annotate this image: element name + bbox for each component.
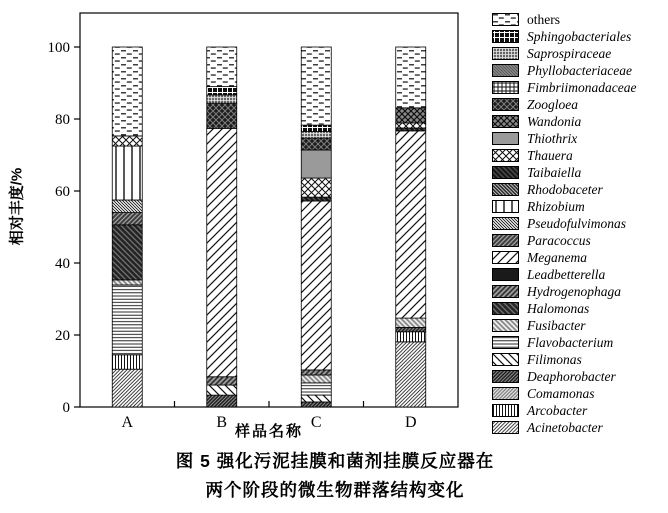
- bar-segment-C-Zoogloea: [301, 138, 331, 150]
- legend-item-Zoogloea: [492, 96, 636, 113]
- legend-item-Paracoccus: [492, 232, 636, 249]
- legend-swatch-Thauera: [492, 149, 519, 162]
- legend-swatch-Deaphorobacter: [492, 370, 519, 383]
- legend-label-Fimbriimonadaceae: Fimbriimonadaceae: [527, 80, 637, 95]
- bar-segment-A-Flavobacterium: [112, 285, 142, 355]
- bar-segment-A-Arcobacter: [112, 355, 142, 369]
- legend-label-Taibaiella: Taibaiella: [527, 165, 582, 180]
- bar-segment-C-Sphingobacteriales: [301, 125, 331, 131]
- bar-segment-C-Filimonas: [301, 395, 331, 402]
- legend-swatch-Saprospiraceae: [492, 47, 519, 60]
- bar-segment-B-others: [207, 47, 237, 87]
- legend-item-Wandonia: [492, 113, 636, 130]
- bar-segment-D-Thauera: [396, 123, 426, 128]
- legend-item-Acinetobacter: [492, 419, 636, 436]
- legend-item-Taibaiella: [492, 164, 636, 181]
- legend-label-Deaphorobacter: Deaphorobacter: [527, 369, 616, 384]
- y-tick-label: 60: [55, 184, 70, 200]
- bar-segment-D-Meganema: [396, 131, 426, 318]
- legend-swatch-Acinetobacter: [492, 421, 519, 434]
- bar-segment-D-Taibaiella: [396, 128, 426, 131]
- legend-label-Wandonia: Wandonia: [527, 114, 582, 129]
- legend-swatch-Rhodobaceter: [492, 183, 519, 196]
- bar-segment-B-Filimonas: [207, 385, 237, 395]
- bar-segment-C-Flavobacterium: [301, 383, 331, 395]
- legend-swatch-others: [492, 13, 519, 26]
- legend-label-Halomonas: Halomonas: [527, 301, 590, 316]
- bar-segment-C-Meganema: [301, 201, 331, 370]
- bar-segment-D-Wandonia: [396, 108, 426, 123]
- legend-label-Rhizobium: Rhizobium: [527, 199, 585, 214]
- legend-label-Pseudofulvimonas: Pseudofulvimonas: [527, 216, 626, 231]
- y-tick-label: 40: [55, 256, 70, 272]
- bar-segment-B-Sphingobacteriales: [207, 87, 237, 95]
- bar-segment-D-Deaphorobacter: [396, 327, 426, 331]
- legend-label-Arcobacter: Arcobacter: [527, 403, 588, 418]
- bar-segment-B-Saprospiraceae: [207, 95, 237, 103]
- y-tick-label: 100: [47, 40, 70, 56]
- bar-segment-C-Saprospiraceae: [301, 132, 331, 138]
- legend-item-Fimbriimonadaceae: [492, 79, 636, 96]
- y-tick-label: 0: [62, 400, 70, 416]
- legend-swatch-Hydrogenophaga: [492, 285, 519, 298]
- legend-label-Comamonas: Comamonas: [527, 386, 595, 401]
- legend-swatch-Flavobacterium: [492, 336, 519, 349]
- legend-swatch-Rhizobium: [492, 200, 519, 213]
- legend-swatch-Fusibacter: [492, 319, 519, 332]
- legend-swatch-Zoogloea: [492, 98, 519, 111]
- bar-segment-D-Arcobacter: [396, 332, 426, 342]
- legend-label-Flavobacterium: Flavobacterium: [527, 335, 614, 350]
- bar-segment-B-Zoogloea: [207, 103, 237, 128]
- legend-swatch-Phyllobacteriaceae: [492, 64, 519, 77]
- bar-segment-C-others: [301, 47, 331, 125]
- category-label-A: A: [121, 414, 134, 431]
- bar-segment-C-Hydrogenophaga: [301, 370, 331, 375]
- legend-item-Fusibacter: [492, 317, 636, 334]
- legend-item-Flavobacterium: [492, 334, 636, 351]
- legend-label-Meganema: Meganema: [527, 250, 587, 265]
- caption-line-2: 两个阶段的微生物群落结构变化: [205, 480, 465, 500]
- legend-swatch-Filimonas: [492, 353, 519, 366]
- bar-segment-C-Thiothrix: [301, 150, 331, 178]
- legend-label-others: others: [527, 12, 560, 27]
- legend-swatch-Paracoccus: [492, 234, 519, 247]
- legend-label-Phyllobacteriaceae: Phyllobacteriaceae: [527, 63, 632, 78]
- category-label-C: C: [310, 414, 322, 431]
- bar-segment-B-Deaphorobacter: [207, 395, 237, 407]
- legend-item-Meganema: [492, 249, 636, 266]
- legend-label-Leadbetterella: Leadbetterella: [527, 267, 606, 282]
- legend-swatch-Sphingobacteriales: [492, 30, 519, 43]
- legend-item-Rhodobaceter: [492, 181, 636, 198]
- y-tick-label: 20: [55, 328, 70, 344]
- legend-item-Pseudofulvimonas: [492, 215, 636, 232]
- legend-item-Rhizobium: [492, 198, 636, 215]
- legend-label-Hydrogenophaga: Hydrogenophaga: [527, 284, 621, 299]
- legend-label-Zoogloea: Zoogloea: [527, 97, 579, 112]
- bar-segment-D-others: [396, 47, 426, 108]
- legend-item-Saprospiraceae: [492, 45, 636, 62]
- bar-segment-A-Pseudofulvimonas: [112, 200, 142, 213]
- legend-label-Paracoccus: Paracoccus: [527, 233, 591, 248]
- legend-swatch-Thiothrix: [492, 132, 519, 145]
- legend-label-Rhodobaceter: Rhodobaceter: [527, 182, 603, 197]
- bar-segment-B-Hydrogenophaga: [207, 377, 237, 385]
- legend-label-Fusibacter: Fusibacter: [527, 318, 586, 333]
- legend-label-Acinetobacter: Acinetobacter: [527, 420, 603, 435]
- bar-segment-D-Fusibacter: [396, 318, 426, 327]
- legend-item-Halomonas: [492, 300, 636, 317]
- legend-label-Saprospiraceae: Saprospiraceae: [527, 46, 612, 61]
- legend-swatch-Arcobacter: [492, 404, 519, 417]
- legend-swatch-Meganema: [492, 251, 519, 264]
- legend-label-Sphingobacteriales: Sphingobacteriales: [527, 29, 632, 44]
- legend-swatch-Halomonas: [492, 302, 519, 315]
- bar-segment-A-Fusibacter: [112, 280, 142, 285]
- bar-segment-C-Thauera: [301, 178, 331, 197]
- legend-label-Filimonas: Filimonas: [527, 352, 582, 367]
- legend-item-Comamonas: [492, 385, 636, 402]
- legend-item-Sphingobacteriales: [492, 28, 636, 45]
- legend-item-Phyllobacteriaceae: [492, 62, 636, 79]
- legend-swatch-Pseudofulvimonas: [492, 217, 519, 230]
- legend-label-Thauera: Thauera: [527, 148, 573, 163]
- bar-segment-C-Deaphorobacter: [301, 402, 331, 407]
- legend-item-Deaphorobacter: [492, 368, 636, 385]
- y-axis-label: 相对丰度/%: [8, 167, 26, 246]
- bar-segment-A-others: [112, 47, 142, 136]
- legend-label-Thiothrix: Thiothrix: [527, 131, 578, 146]
- legend-item-others: [492, 11, 636, 28]
- legend-item-Thiothrix: [492, 130, 636, 147]
- legend-swatch-Leadbetterella: [492, 268, 519, 281]
- legend-swatch-Taibaiella: [492, 166, 519, 179]
- bar-segment-A-Acinetobacter: [112, 369, 142, 407]
- bar-segment-B-Meganema: [207, 128, 237, 376]
- caption-line-1: 图 5 强化污泥挂膜和菌剂挂膜反应器在: [175, 451, 495, 471]
- y-tick-label: 80: [55, 112, 70, 128]
- x-axis-label: 样品名称: [234, 423, 303, 440]
- category-label-D: D: [404, 414, 417, 431]
- bar-segment-A-Halomonas: [112, 225, 142, 280]
- category-label-B: B: [216, 414, 228, 431]
- bar-segment-C-Taibaiella: [301, 197, 331, 201]
- legend-swatch-Comamonas: [492, 387, 519, 400]
- bar-segment-D-Acinetobacter: [396, 342, 426, 407]
- bar-segment-C-Fusibacter: [301, 375, 331, 383]
- chart-legend: [492, 11, 636, 436]
- legend-item-Hydrogenophaga: [492, 283, 636, 300]
- legend-item-Thauera: [492, 147, 636, 164]
- legend-item-Filimonas: [492, 351, 636, 368]
- bar-segment-A-Rhizobium: [112, 146, 142, 200]
- bar-segment-A-Paracoccus: [112, 213, 142, 225]
- legend-item-Leadbetterella: [492, 266, 636, 283]
- legend-swatch-Wandonia: [492, 115, 519, 128]
- figure-caption: [30, 447, 640, 505]
- legend-item-Arcobacter: [492, 402, 636, 419]
- legend-swatch-Fimbriimonadaceae: [492, 81, 519, 94]
- bar-segment-A-Thauera: [112, 136, 142, 146]
